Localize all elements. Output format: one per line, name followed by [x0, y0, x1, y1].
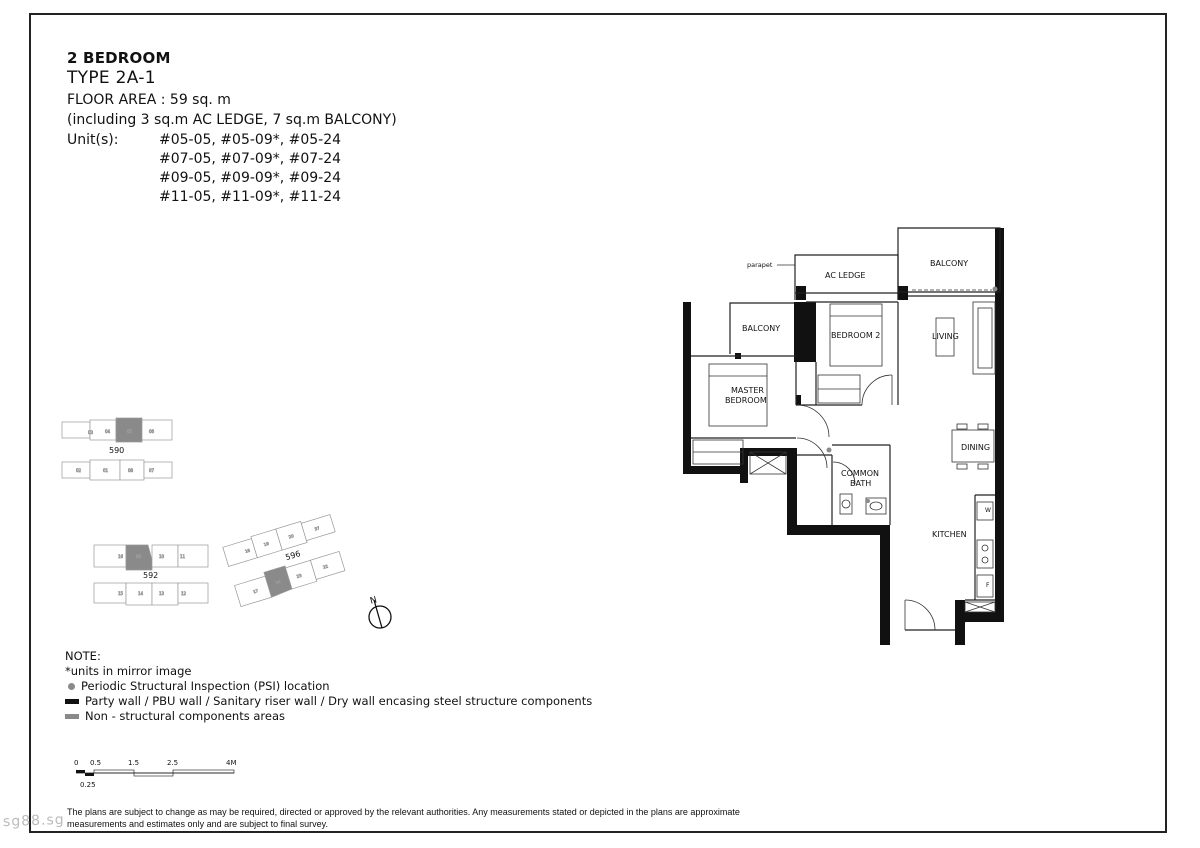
- label-washer: W: [985, 507, 991, 514]
- unit-tag: 14: [138, 591, 144, 596]
- unit-tag: 07: [149, 468, 155, 473]
- floor-plan: [683, 228, 1004, 645]
- note-mirror: *units in mirror image: [65, 664, 192, 678]
- label-common-1: COMMON: [841, 469, 879, 478]
- psi-dot-icon: [68, 683, 75, 690]
- watermark: sg88.sg: [2, 811, 65, 831]
- units-label: Unit(s):: [67, 132, 119, 148]
- key-plan-block-596: [222, 513, 348, 607]
- disclaimer: [67, 806, 827, 830]
- grey-bar-icon: [65, 714, 79, 719]
- unit-tag: 19: [263, 540, 270, 548]
- scale-subtick-label: 0.25: [80, 781, 96, 789]
- psi-marker: [827, 448, 832, 453]
- legend-psi-text: Periodic Structural Inspection (PSI) location: [81, 679, 330, 693]
- label-db: DB: [957, 618, 966, 625]
- scale-tick-label: 0: [74, 759, 79, 767]
- unit-tag: 23: [295, 572, 303, 579]
- unit-tag: 12: [181, 591, 187, 596]
- block-label: 596: [284, 549, 302, 563]
- label-living: LIVING: [932, 332, 959, 341]
- label-bedroom-2: BEDROOM 2: [831, 331, 881, 340]
- unit-tag: 24: [274, 579, 282, 586]
- unit-tag: 22: [322, 563, 329, 570]
- label-balcony-left: BALCONY: [742, 324, 781, 333]
- unit-list-line: #11-05, #11-09*, #11-24: [159, 189, 342, 205]
- label-parapet: parapet: [747, 261, 773, 269]
- area-breakdown: (including 3 sq.m AC LEDGE, 7 sq.m BALCONY): [67, 112, 397, 128]
- label-common-2: BATH: [850, 479, 872, 488]
- legend-psi: [65, 679, 592, 694]
- label-balcony-top: BALCONY: [930, 259, 969, 268]
- unit-tag: 06: [149, 429, 155, 434]
- key-plan: [62, 418, 348, 607]
- scale-tick-label: 1.5: [128, 759, 140, 767]
- psi-marker: [993, 287, 998, 292]
- block-label: 592: [143, 571, 159, 580]
- unit-tag: 03: [88, 430, 94, 435]
- legend-party-wall-text: Party wall / PBU wall / Sanitary riser wall / Dry wall encasing steel structure components: [85, 694, 593, 708]
- unit-tag: 37: [313, 525, 321, 532]
- unit-tag: 17: [252, 587, 259, 595]
- unit-list-line: #05-05, #05-09*, #05-24: [159, 132, 342, 148]
- unit-tag: 16: [118, 554, 124, 559]
- scale-tick-label: 4M: [226, 759, 237, 767]
- legend-non-structural-text: Non - structural components areas: [85, 709, 285, 723]
- unit-tag: 13: [159, 591, 165, 596]
- unit-type: TYPE 2A-1: [67, 68, 156, 88]
- label-dining: DINING: [961, 443, 991, 452]
- partition-lines: [691, 228, 1000, 630]
- notes-legend: [65, 649, 592, 724]
- floor-area: FLOOR AREA : 59 sq. m: [67, 92, 231, 108]
- unit-tag: 15: [118, 591, 124, 596]
- furniture: [693, 290, 995, 630]
- label-kitchen: KITCHEN: [932, 530, 967, 539]
- unit-tag: 02: [76, 468, 82, 473]
- label-fridge: F: [986, 582, 990, 589]
- label-ac-ledge: AC LEDGE: [825, 271, 866, 280]
- block-label: 590: [109, 446, 125, 455]
- legend-party-wall: [65, 694, 592, 709]
- key-plan-block-590: [62, 418, 172, 480]
- unit-tag: 11: [180, 554, 186, 559]
- unit-category: 2 BEDROOM: [67, 49, 171, 67]
- label-master-1: MASTER: [731, 386, 764, 395]
- disclaimer-line: The plans are subject to change as may be required, directed or approved by the relevant authorities. Any measurements stated or depicted in the plans are approximate: [67, 807, 740, 817]
- unit-tag: 10: [159, 554, 165, 559]
- key-plan-block-592: [94, 545, 208, 605]
- unit-tag: 20: [287, 533, 295, 540]
- unit-tag: 05: [127, 429, 133, 434]
- disclaimer-line: measurements and estimates only and are subject to final survey.: [67, 819, 328, 829]
- north-label: N: [369, 595, 379, 607]
- north-arrow-icon: [369, 595, 391, 628]
- psi-marker: [866, 499, 870, 503]
- legend-non-structural: [65, 709, 592, 724]
- unit-list-line: #09-05, #09-09*, #09-24: [159, 170, 342, 186]
- unit-tag: 01: [103, 468, 109, 473]
- scale-tick-label: 0.5: [90, 759, 102, 767]
- scale-bar: [74, 759, 237, 789]
- unit-tag: 18: [244, 547, 251, 554]
- unit-tag: 09: [136, 554, 142, 559]
- scale-tick-label: 2.5: [167, 759, 179, 767]
- black-bar-icon: [65, 699, 79, 704]
- unit-tag: 04: [105, 429, 111, 434]
- notes-title: NOTE:: [65, 649, 101, 663]
- unit-list-line: #07-05, #07-09*, #07-24: [159, 151, 342, 167]
- label-master-2: BEDROOM: [725, 396, 767, 405]
- unit-tag: 08: [128, 468, 134, 473]
- structural-walls: [683, 228, 1004, 645]
